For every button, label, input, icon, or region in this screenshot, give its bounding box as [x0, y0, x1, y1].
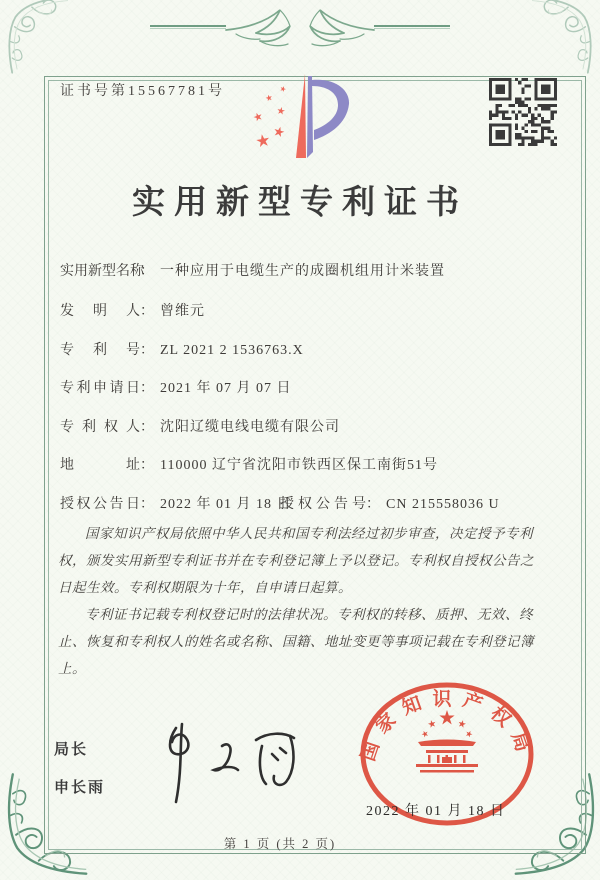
- field-label: 授权公告日: [60, 497, 140, 512]
- field-colon: ：: [140, 497, 154, 512]
- seal-date: 2022 年 01 月 18 日: [366, 804, 506, 819]
- field-label: 实用新型名称: [60, 264, 144, 279]
- field-label: 专利号: [60, 343, 140, 358]
- field-colon: ：: [366, 497, 380, 512]
- certificate-number: 证书号第15567781号: [60, 84, 225, 99]
- field-colon: ：: [140, 381, 154, 396]
- page-number: 第 1 页 (共 2 页): [223, 837, 337, 851]
- qr-code: [489, 78, 557, 146]
- field-patent-number: [60, 339, 560, 361]
- field-value: ZL 2021 2 1536763.X: [160, 343, 304, 358]
- corner-flourish-top-left: [4, 0, 86, 76]
- field-label: 发明人: [60, 304, 140, 319]
- field-colon: ：: [140, 264, 154, 279]
- field-value: 2021 年 07 月 07 日: [160, 381, 292, 396]
- director-name: 申长雨: [54, 779, 106, 796]
- field-colon: ：: [140, 458, 154, 473]
- field-address: [60, 454, 560, 476]
- corner-flourish-top-right: [514, 0, 596, 76]
- director-title: 局长: [54, 741, 89, 758]
- field-value: CN 215558036 U: [386, 497, 500, 512]
- legal-paragraph-2: 专利证书记载专利权登记时的法律状况。专利权的转移、质押、无效、终止、恢复和专利权人的姓名或名称、国籍、地址变更等事项记载在专利登记簿上。: [58, 607, 534, 676]
- field-value: 110000 辽宁省沈阳市铁西区保工南街51号: [160, 458, 438, 473]
- field-grant-number: [280, 493, 500, 513]
- field-colon: ：: [140, 304, 154, 319]
- field-grant-date: [60, 497, 292, 512]
- seal-text: 国家知识产权局: [358, 688, 536, 764]
- field-filing-date: [60, 377, 560, 399]
- field-value: 2022 年 01 月 18 日: [160, 497, 292, 512]
- field-patentee: [60, 416, 560, 438]
- field-label: 专利权人: [60, 420, 140, 435]
- field-label: 专利申请日: [60, 381, 140, 396]
- field-value: 一种应用于电缆生产的成圈机组用计米装置: [160, 264, 445, 279]
- legal-text: [58, 520, 546, 682]
- field-grant-row: [60, 493, 560, 515]
- field-colon: ：: [140, 343, 154, 358]
- field-label: 地址: [60, 458, 140, 473]
- field-value: 曾维元: [160, 304, 205, 319]
- certificate-title: 实用新型专利证书: [132, 185, 468, 221]
- legal-paragraph-1: 国家知识产权局依照中华人民共和国专利法经过初步审查，决定授予专利权，颁发实用新型专利证书并在专利登记簿上予以登记。专利权自授权公告之日起生效。专利权期限为十年，自申请日起算。: [58, 526, 534, 595]
- field-colon: ：: [140, 420, 154, 435]
- top-border-ornament: [0, 0, 600, 56]
- field-inventor: [60, 300, 560, 322]
- field-value: 沈阳辽缆电线电缆有限公司: [160, 420, 340, 435]
- field-label: 授权公告号: [280, 497, 366, 512]
- cnipa-logo-icon: [246, 70, 352, 162]
- handwritten-signature-icon: [138, 722, 328, 807]
- national-emblem-icon: [416, 710, 478, 773]
- field-utility-model-name: [60, 260, 560, 282]
